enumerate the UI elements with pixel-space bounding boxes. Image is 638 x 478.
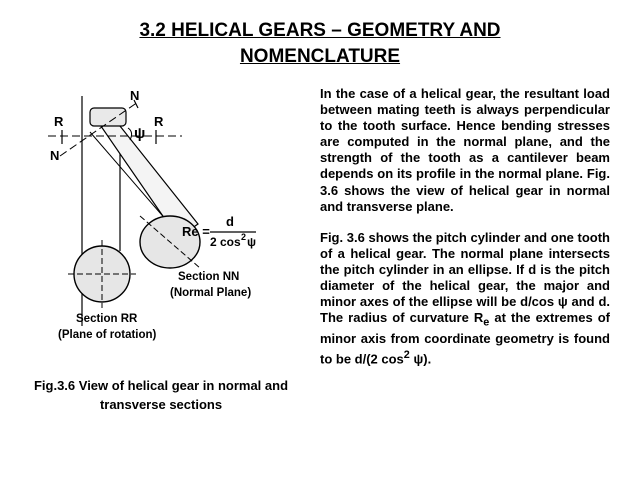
formula-denominator: 2 cos [210, 235, 241, 249]
label-r-left: R [54, 114, 64, 129]
formula-psi: ψ [247, 235, 257, 249]
formula-numerator: d [226, 214, 234, 229]
paragraph-2-subscript: e [483, 316, 490, 329]
figure-caption [30, 376, 292, 414]
helical-gear-figure [30, 86, 290, 368]
title-line-1: 3.2 HELICAL GEARS – GEOMETRY AND [139, 20, 501, 41]
section-rr-sublabel: (Plane of rotation) [58, 329, 157, 341]
page-title [60, 18, 580, 70]
paragraph-2-part-1: Fig. 3.6 shows the pitch cylinder and one tooth of a helical gear. The normal plane intersects the pitch cylinder in an ellipse. If d is the pitch diameter of the helical gear, the major and minor axes of the ellipse will be d/cos ψ and d. The radius of curvature R [320, 229, 610, 326]
formula-re: Re = [182, 224, 210, 239]
paragraph-2 [320, 230, 610, 368]
label-psi: ψ [134, 125, 146, 142]
top-cylinder-cap [90, 108, 126, 126]
label-r-right: R [154, 114, 164, 129]
section-rr-label: Section RR [76, 313, 138, 325]
caption-line-1: Fig.3.6 View of helical gear in normal and [33, 378, 289, 393]
body-text [320, 86, 610, 382]
formula-exponent: 2 [241, 232, 247, 242]
label-n-top: N [130, 88, 140, 103]
section-nn-sublabel: (Normal Plane) [170, 287, 252, 299]
caption-line-2: transverse sections [99, 397, 223, 412]
title-line-2: NOMENCLATURE [239, 46, 401, 67]
paragraph-2-superscript: 2 [403, 349, 410, 361]
label-n-left: N [50, 148, 60, 163]
helical-gear-diagram [30, 86, 290, 368]
paragraph-2-part-2: at the extremes of minor axis from coordinate geometry is found to be d/(2 cos [320, 310, 611, 367]
section-nn-label: Section NN [178, 271, 240, 283]
paragraph-2-part-3: ψ). [409, 351, 432, 367]
paragraph-1: In the case of a helical gear, the resultant load between mating teeth is always perpendicular to the tooth surface. Hence bending stresses are computed in the normal plane, and the strength of the tooth as a cantilever beam depends on its profile in the normal plane. Fig. 3.6 shows the view of helical gear in normal and transverse plane. [320, 86, 610, 214]
